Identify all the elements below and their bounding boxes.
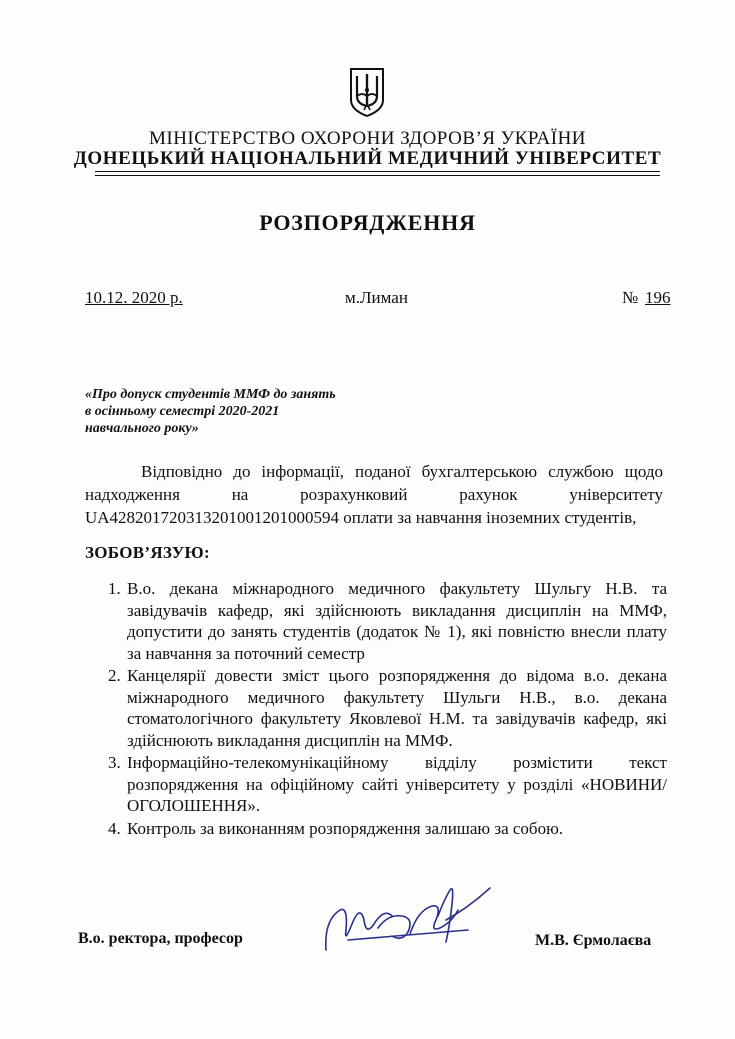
document-type-title: РОЗПОРЯДЖЕННЯ xyxy=(259,210,476,235)
header-rule-top xyxy=(95,171,660,172)
university-name: ДОНЕЦЬКИЙ НАЦІОНАЛЬНИЙ МЕДИЧНИЙ УНІВЕРСИТЕТ xyxy=(73,148,662,169)
order-item: 3. Інформаційно-телекомунікаційному відділу розмістити текст розпорядження на офіційному сайті університету у розділі «НОВИНИ/ОГОЛОШЕННЯ». xyxy=(125,752,667,817)
handwritten-signature-icon xyxy=(318,880,503,960)
signer-role: В.о. ректора, професор xyxy=(78,930,243,947)
document-date: 10.12. 2020 р. xyxy=(85,288,183,307)
order-heading: ЗОБОВ’ЯЗУЮ: xyxy=(85,543,210,562)
trident-emblem-icon xyxy=(347,66,387,118)
order-items-list xyxy=(85,578,667,840)
ministry-name: МІНІСТЕРСТВО ОХОРОНИ ЗДОРОВ’Я УКРАЇНИ xyxy=(148,128,587,149)
order-item: 1. В.о. декана міжнародного медичного факультету Шульгу Н.В. та завідувачів кафедр, які здійснюють викладання дисциплін на ММФ, допустити до занять студентів (додаток № 1), які повністю внесли плату за навчання за поточний семестр xyxy=(125,578,667,664)
document-subject: «Про допуск студентів ММФ до занять в осінньому семестрі 2020-2021 навчального року» xyxy=(85,387,336,436)
intro-paragraph: Відповідно до інформації, поданої бухгалтерською службою щодо надходження на розрахунковий рахунок університету UA428201720313201001201000594 оплати за навчання іноземних студентів, xyxy=(85,462,663,527)
order-item: 4. Контроль за виконанням розпорядження залишаю за собою. xyxy=(125,818,667,840)
document-city: м.Лиман xyxy=(345,288,408,307)
document-number: 196 xyxy=(645,288,671,307)
number-sign: № xyxy=(622,288,639,307)
header-rule-bottom xyxy=(95,175,660,176)
order-item: 2. Канцелярії довести зміст цього розпорядження до відома в.о. декана міжнародного медичного факультету Шульги Н.В., в.о. декана стоматологічного факультету Яковлевої Н.М. та завідувачів кафедр, які здійснюють викладання дисциплін на ММФ. xyxy=(125,665,667,751)
signer-name: М.В. Єрмолаєва xyxy=(535,932,652,949)
